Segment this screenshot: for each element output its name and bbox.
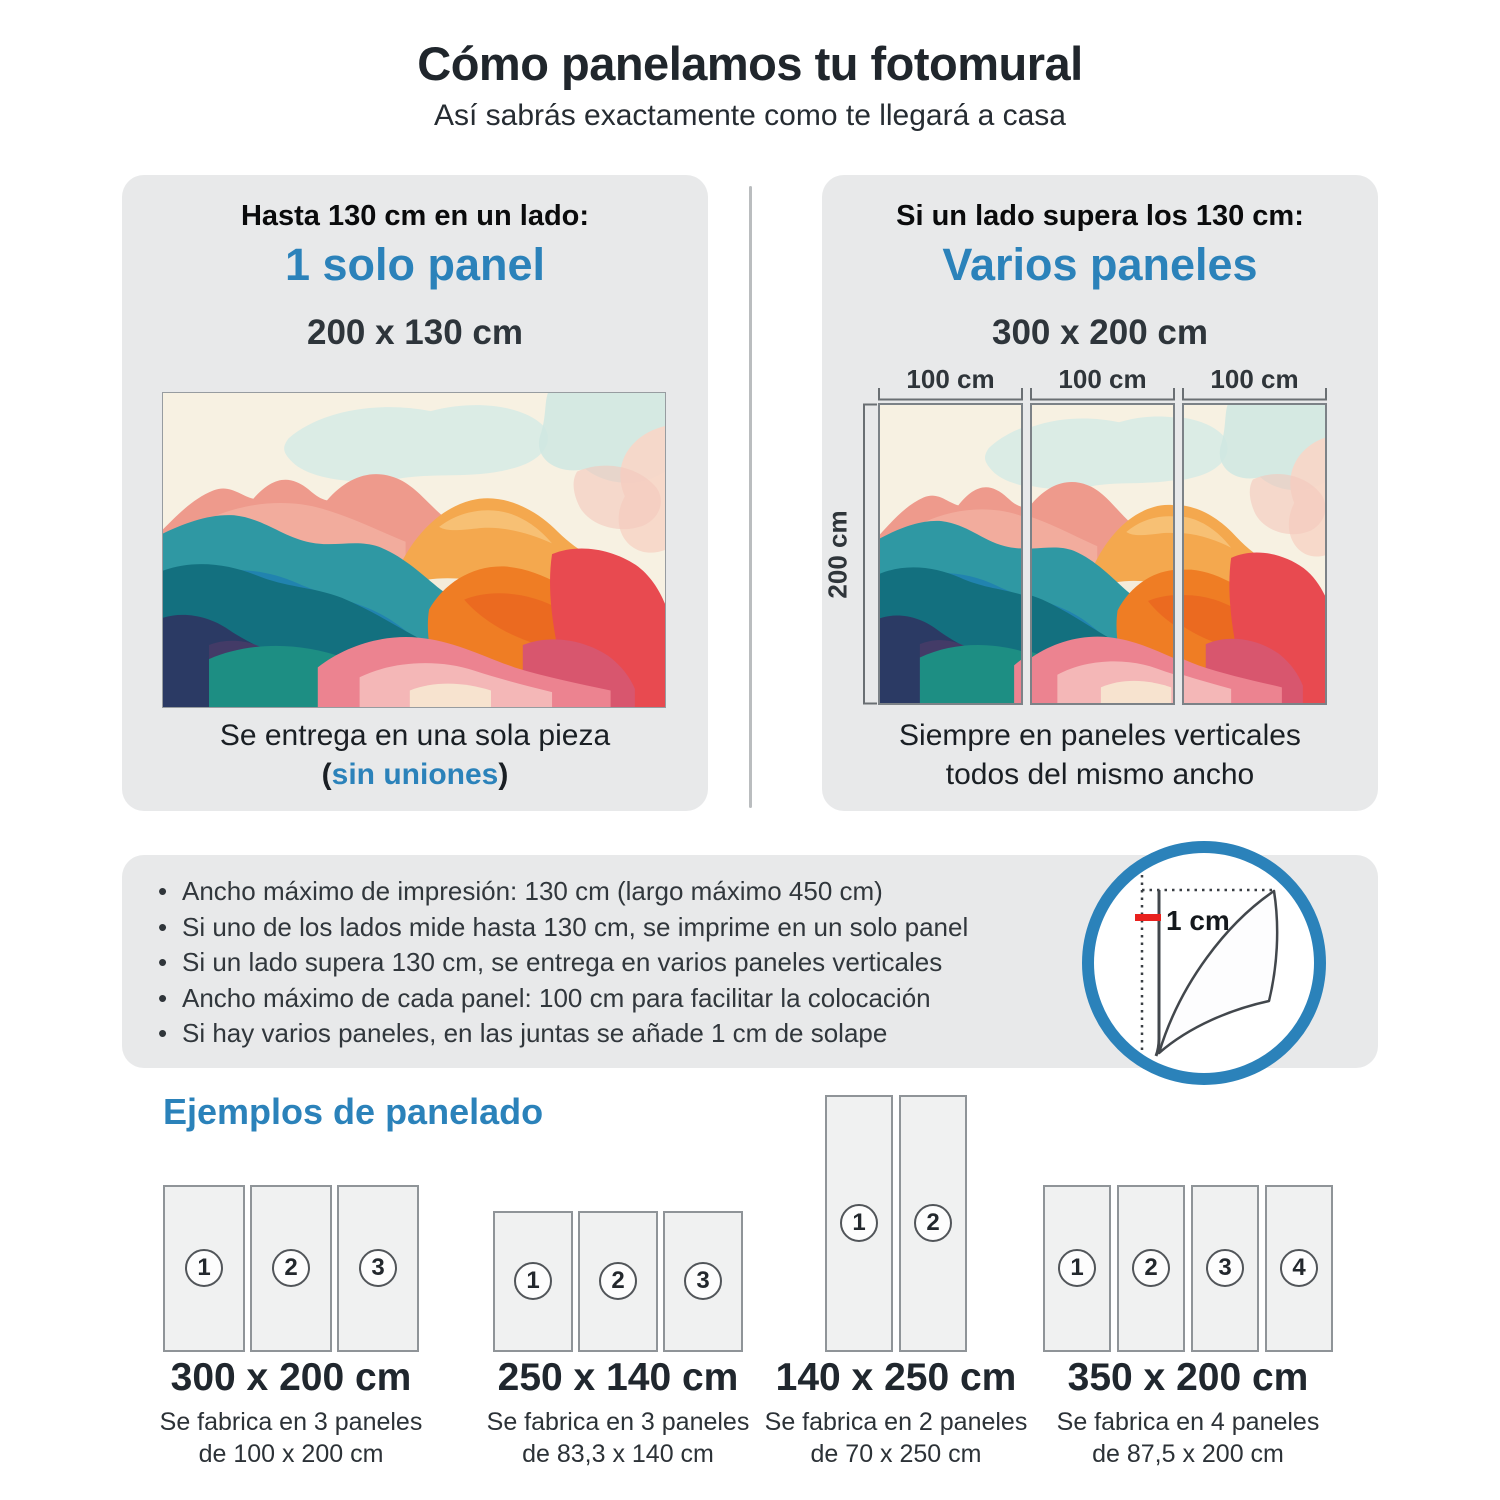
page-subtitle: Así sabrás exactamente como te llegará a casa (434, 99, 1066, 132)
height-dimension-bracket (862, 403, 878, 705)
example1-desc: Se fabrica en 3 paneles de 100 x 200 cm (159, 1408, 423, 1468)
watercolor-slice-3-image (1182, 405, 1327, 703)
mural-artwork-single (162, 392, 666, 708)
example3-panel-number-1: 1 (840, 1204, 878, 1242)
page-title: Cómo panelamos tu fotomural (417, 37, 1083, 90)
example1-panel-number-1: 1 (185, 1249, 223, 1287)
single-panel-caption (122, 716, 708, 794)
single-panel-card (122, 175, 708, 811)
single-panel-highlight: 1 solo panel (284, 239, 546, 290)
rule-item-2: • Si uno de los lados mide hasta 130 cm, se imprime en un solo panel (158, 910, 968, 946)
mural-panel-slice-2 (1030, 403, 1175, 705)
rule-item-4: • Ancho máximo de cada panel: 100 cm para facilitar la colocación (158, 981, 968, 1017)
mural-panel-slice-3 (1182, 403, 1327, 705)
watercolor-slice-1-image (880, 405, 1023, 703)
caption-paren-open: ( (321, 758, 332, 791)
example1-panel-number-3: 3 (359, 1249, 397, 1287)
example4-panel-number-3: 3 (1206, 1249, 1244, 1287)
watercolor-slice-2-image (1030, 405, 1175, 703)
rule-item-1: • Ancho máximo de impresión: 130 cm (largo máximo 450 cm) (158, 874, 968, 910)
single-panel-caption-line1: Se entrega en una sola pieza (219, 719, 611, 752)
page-curl-icon (1122, 863, 1292, 1058)
width-dimension-brackets (878, 385, 1327, 401)
height-dimension-label: 200 cm (822, 509, 853, 599)
example2-size: 250 x 140 cm (497, 1356, 739, 1399)
example4-size: 350 x 200 cm (1067, 1356, 1309, 1399)
single-panel-size: 200 x 130 cm (306, 313, 523, 352)
example1-size: 300 x 200 cm (170, 1356, 412, 1399)
single-panel-condition: Hasta 130 cm en un lado: (240, 200, 590, 232)
overlap-measure-label: 1 cm (1166, 905, 1230, 936)
vertical-divider (749, 186, 752, 808)
width-dimension-label-3: 100 cm (1210, 364, 1299, 394)
example2-panel-number-2: 2 (599, 1262, 637, 1300)
example3-desc: Se fabrica en 2 paneles de 70 x 250 cm (764, 1408, 1028, 1468)
multi-panel-caption-line2: todos del mismo ancho (945, 758, 1255, 791)
multi-panel-size: 300 x 200 cm (991, 313, 1208, 352)
example4-panel-number-4: 4 (1280, 1249, 1318, 1287)
mural-panel-slice-1 (878, 403, 1023, 705)
width-dimension-label-2: 100 cm (1058, 364, 1147, 394)
example1-panel-number-2: 2 (272, 1249, 310, 1287)
example3-size: 140 x 250 cm (775, 1356, 1017, 1399)
width-dimension-label-1: 100 cm (906, 364, 995, 394)
example2-panel-number-3: 3 (684, 1262, 722, 1300)
example2-panel-number-1: 1 (514, 1262, 552, 1300)
rule-item-5: • Si hay varios paneles, en las juntas se añade 1 cm de solape (158, 1016, 968, 1052)
example4-desc: Se fabrica en 4 paneles de 87,5 x 200 cm (1056, 1408, 1320, 1468)
example4-panel-number-1: 1 (1058, 1249, 1096, 1287)
multi-panel-caption-line1: Siempre en paneles verticales (899, 719, 1301, 752)
example3-panel-number-2: 2 (914, 1204, 952, 1242)
watercolor-landscape-image (163, 393, 665, 707)
overlap-detail-badge (1082, 841, 1326, 1085)
example4-panel-number-2: 2 (1132, 1249, 1170, 1287)
multi-panel-condition: Si un lado supera los 130 cm: (896, 200, 1304, 232)
multi-panel-card (822, 175, 1378, 811)
rule-item-3: • Si un lado supera 130 cm, se entrega en varios paneles verticales (158, 945, 968, 981)
height-dimension-label-wrap (816, 403, 860, 705)
multi-panel-highlight: Varios paneles (942, 239, 1258, 290)
examples-heading: Ejemplos de panelado (163, 1091, 544, 1132)
single-panel-caption-highlight: sin uniones (331, 758, 499, 791)
rules-list (158, 874, 968, 1052)
caption-paren-close: ) (498, 758, 509, 791)
example2-desc: Se fabrica en 3 paneles de 83,3 x 140 cm (486, 1408, 750, 1468)
multi-panel-caption (822, 716, 1378, 794)
